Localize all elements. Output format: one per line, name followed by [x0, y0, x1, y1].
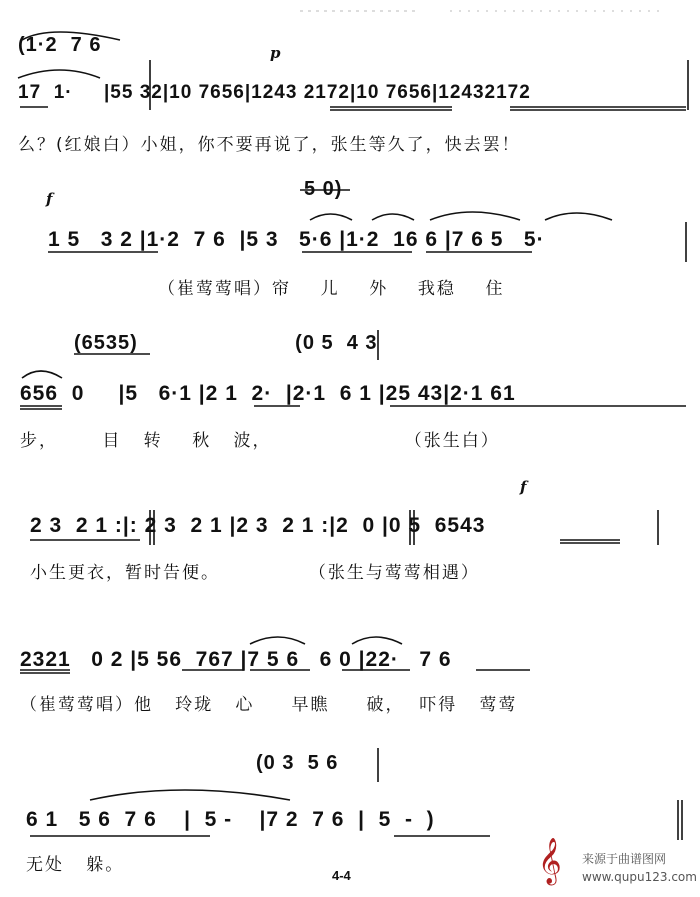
system-4	[0, 470, 700, 590]
upper-line: (0 3 5 6	[256, 752, 339, 774]
lyrics-line: 小生更衣，暂时告便。 （张生与莺莺相遇）	[30, 563, 480, 583]
treble-clef-icon: 𝄞	[538, 838, 562, 884]
page-number: 4-4	[332, 868, 351, 883]
upper-line: (1·2 7 6	[18, 34, 102, 56]
notation-line: 6 1 5 6 7 6 | 5 - |7 2 7 6 | 5 - )	[26, 808, 435, 831]
upper-line: 5 0)	[304, 178, 343, 200]
system-3	[0, 330, 700, 450]
lyrics-line: 无处 躲。	[26, 855, 125, 875]
dynamic-marking: f	[46, 190, 53, 208]
dynamic-marking: f	[520, 478, 527, 496]
upper-line: (6535) (0 5 4 3	[74, 332, 378, 354]
watermark-url: www.qupu123.com	[582, 870, 697, 884]
dynamic-marking: p	[270, 44, 281, 62]
system-2	[0, 178, 700, 298]
lyrics-line: （崔莺莺唱）帘 儿 外 我稳 住	[158, 279, 505, 299]
lyrics-line: 么？(红娘白）小姐，你不要再说了，张生等久了，快去罢！	[18, 135, 521, 155]
scan-noise	[300, 8, 660, 14]
lyrics-line: （崔莺莺唱）他 玲珑 心 早瞧 破， 吓得 莺莺	[20, 695, 518, 715]
notation-line: 1 5 3 2 |1·2 7 6 |5 3 5·6 |1·2 16 6 |7 6 5 5·	[48, 228, 545, 251]
notation-line: 2 3 2 1 :|: 2 3 2 1 |2 3 2 1 :|2 0 |0 5 6543	[30, 514, 486, 537]
system-5	[0, 620, 700, 740]
watermark	[538, 838, 698, 894]
watermark-site-name: 来源于曲谱图网	[582, 852, 667, 866]
lyrics-line: 步， 目 转 秋 波， （张生白）	[20, 431, 500, 451]
notation-line: 656 0 |5 6·1 |2 1 2· |2·1 6 1 |25 43|2·1 61	[20, 382, 516, 405]
notation-line: 17 1· |55 32|10 7656|1243 2172|10 7656|12432172	[18, 82, 531, 103]
system-1	[0, 30, 700, 155]
notation-line: 2321 0 2 |5 56 767 |7 5 6 6 0 |22· 7 6	[20, 648, 452, 671]
